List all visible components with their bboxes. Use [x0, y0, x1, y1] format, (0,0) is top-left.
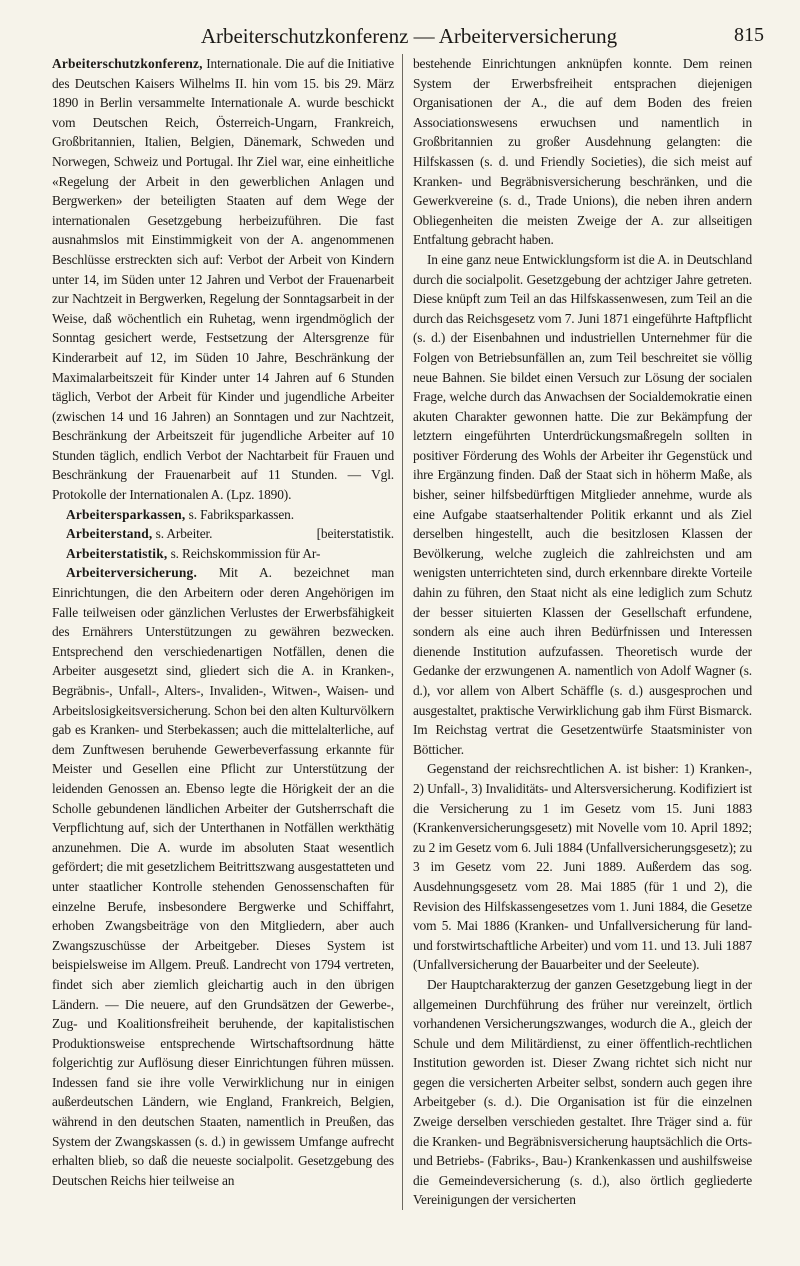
left-column [52, 54, 402, 1210]
entry-text: Mit A. bezeichnet man Einrichtungen, die den Arbeitern oder deren Angehörigen im Falle teilweisen oder gänzlichen Verlustes der Erwerbsfähigkeit des Ernährers Unterstützungen zu gewähren bezwecken. Entsprechend den verschiedenartigen Notfällen, denen die Arbeiter ausgesetzt sind, gliedert sich die A. in Kranken-, Begräbnis-, Unfall-, Alters-, Invaliden-, Witwen-, Waisen- und Arbeitslosigkeitsversicherung. Schon bei den alten Kulturvölkern gab es Kranken- und Sterbekassen; auch die mittelalterliche, auf dem Zunftwesen beruhende Gewerbeverfassung erkannte für Meister und Gesellen eine Pflicht zur Unterstützung der leidenden Genossen an. Ebenso legte die Hörigkeit der an die Scholle gebundenen ländlichen Arbeiter der Gutsherrschaft die Verpflichtung auf, sich der Unterthanen in Notfällen werkthätig anzunehmen. Die A. wurde im absoluten Staat wesentlich gefördert; die mit gesetzlichem Beitrittszwang ausgestatteten und unter staatlicher Kontrolle stehenden Genossenschaften für einzelne Berufe, insbesondere Bergwerke und Schiffahrt, erhoben Zwangsbeiträge von den Mitgliedern, aber auch Zwangszuschüsse der Arbeitgeber. Dieses System ist beispielsweise im Allgem. Preuß. Landrecht von 1794 vertreten, findet sich aber ziemlich gleichartig auch in den übrigen Ländern. — Die neuere, auf den Grundsätzen der Gewerbe-, Zug- und Koalitionsfreiheit beruhende, der kapitalistischen Produktionsweise entsprechende Wirtschaftsordnung hätte folgerichtig zur Auflösung dieser Einrichtungen führen müssen. Indessen fand sie ihre volle Verwirklichung nur in einigen außerdeutschen Ländern, wie England, Frankreich, Belgien, während in den deutschen Staaten, namentlich in Preußen, das System der Zwangskassen (s. d.) in gewissem Umfange aufrecht erhalten blieb, so daß die neueste socialpolit. Gesetzgebung des Deutschen Reichs hier teilweise an [52, 565, 394, 1188]
entry-arbeiterstatistik [52, 544, 394, 564]
entry-text: s. Fabriksparkassen. [185, 506, 294, 522]
entry-text: s. Arbeiter. [152, 526, 213, 542]
headword: Arbeiterstatistik, [66, 545, 168, 561]
paragraph: Der Hauptcharakterzug der ganzen Gesetzgebung liegt in der allgemeinen Durchführung des früher nur vereinzelt, örtlich vorhandenen Versicherungszwanges, wodurch die A., gleich der Schule und dem Militärdienst, zu einer öffentlich-rechtlichen Institution geworden ist. Dieser Zwang richtet sich nicht nur gegen die versicherten Arbeiter selbst, sondern auch gegen ihre Arbeitgeber (s. d.). Die Organisation ist für die einzelnen Zweige derselben verschieden gestaltet. Ihre Träger sind a. für die Kranken- und Begräbnisversicherung hauptsächlich die Orts- und Betriebs- (Fabriks-, Bau-) Krankenkassen und aushilfsweise die Gemeindeversicherung (s. d.), also örtlich gegliederte Vereinigungen der versicherten [413, 976, 752, 1208]
headword: Arbeiterschutzkonferenz, [52, 56, 203, 71]
running-head-title: Arbeiterschutzkonferenz — Arbeiterversicherung [200, 24, 618, 48]
entry-arbeiterversicherung [52, 563, 394, 1190]
entry-arbeiterschutzkonferenz [52, 54, 394, 505]
paragraph: bestehende Einrichtungen anknüpfen konnte. Dem reinen System der Erwerbsfreiheit entsprachen diejenigen Organisationen der A., die auf dem Boden des freien Associationswesens erwuchsen und namentlich in Großbritannien zu großer Ausdehnung gelangten: die Hilfskassen (s. d. und Friendly Societies), die sich meist auf Kranken- und Begräbnisversicherung beschränken, und die Gewerkvereine (s. d., Trade Unions), die neben ihren andern Obliegenheiten die meisten Zweige der A. zur allseitigen Entfaltung gebracht haben. [413, 56, 752, 248]
headword: Arbeitersparkassen, [66, 506, 186, 522]
page-number: 815 [734, 24, 764, 46]
carryover-fragment: [beiterstatistik. [316, 526, 394, 542]
entry-arbeitersparkassen [52, 505, 394, 525]
running-head [52, 18, 766, 54]
paragraph: In eine ganz neue Entwicklungsform ist die A. in Deutschland durch die socialpolit. Gesetzgebung der achtziger Jahre getreten. Diese knüpft zum Teil an das Hilfskassenwesen, zum Teil an die durch das Reichsgesetz vom 7. Juni 1871 eingeführte Haftpflicht (s. d.) der Eisenbahnen und industriellen Unternehmer für die Folgen von Betriebsunfällen an, zum Teil beschreitet sie völlig neue Bahnen. Sie bildet einen Versuch zur Lösung der socialen Frage, welche durch das Anwachsen der Socialdemokratie einen akuten Charakter gewonnen hatte. Die zur Bekämpfung der letztern eingeführten Unterdrückungsmaßregeln sollten in positiver Förderung des Wohls der Arbeiter ihr Gegenstück und ihre Ergänzung finden. Daß der Staat sich in höherm Maße, als bisher, seiner hilfsbedürftigen Mitglieder annehme, wurde als eine Aufgabe staatserhaltender Politik erkannt und als Ziel derselben hingestellt, auch die besitzlosen Klassen der Bevölkerung, welche zugleich die zahlreichsten und am wenigsten unterrichteten sind, durch erkennbare direkte Vorteile dahin zu führen, den Staat nicht als eine lediglich zum Schutz der besser situierten Klassen der Gesellschaft erfundene, sondern als eine auch ihren Bedürfnissen und Interessen dienende Institution aufzufassen. Theoretisch wurde der Gedanke der erzwungenen A. namentlich von Adolf Wagner (s. d.), vor allem von Albert Schäffle (s. d.) ausgesprochen und ausgestaltet, praktische Verwirklichung gab ihm Fürst Bismarck. Im Reichstag vertrat die Gesetzentwürfe Staatsminister von Bötticher. [413, 251, 752, 757]
entry-text: s. Reichskommission für Ar- [167, 545, 321, 561]
entry-text: Internationale. Die auf die Initiative des Deutschen Kaisers Wilhelms II. hin vom 15. bis 29. März 1890 in Berlin versammelte Internationale A. wurde beschickt vom Deutschen Reich, Österreich-Ungarn, Frankreich, Großbritannien, Italien, Belgien, Dänemark, Schweden und Norwegen, Schweiz und Portugal. Ihr Ziel war, eine einheitliche «Regelung der Arbeit in den gewerblichen Anlagen und Bergwerken» der beteiligten Staaten auf dem Wege der internationalen Gesetzgebung herbeizuführen. Die fast ausnahmslos mit Einstimmigkeit von der A. angenommenen Beschlüsse erstreckten sich auf: Verbot der Arbeit von Kindern unter 14, im Süden unter 12 Jahren und Verbot der Frauenarbeit zur Nachtzeit in Bergwerken, Regelung der Sonntagsarbeit in der Weise, daß wöchentlich ein Ruhetag, wenn irgendmöglich der Sonntag gesichert werde, Festsetzung der Altersgrenze für Kinderarbeit auf 12, im Süden 10 Jahre, Beschränkung der Maximalarbeitszeit für Kinder unter 14 Jahren auf 6 Stunden täglich, Verbot der Arbeit für Kinder und jugendliche Arbeiter (zwischen 14 und 16 Jahren) an Sonntagen und zur Nachtzeit, Beschränkung der Arbeitszeit für jugendliche Arbeiter auf 10 Stunden täglich, endlich Verbot der Nachtarbeit für Frauen und Beschränkung der Frauenarbeit auf 11 Stunden. — Vgl. Protokolle der Internationalen A. (Lpz. 1890). [52, 56, 394, 503]
paragraph: Gegenstand der reichsrechtlichen A. ist bisher: 1) Kranken-, 2) Unfall-, 3) Invaliditäts- und Altersversicherung. Kodifiziert ist die Versicherung zu 1 im Gesetz vom 15. Juni 1883 (Krankenversicherungsgesetz) mit Novelle vom 10. April 1892; zu 2 im Gesetz vom 6. Juli 1884 (Unfallversicherungsgesetz); zu 3 im Gesetz vom 22. Juni 1889. Außerdem das sog. Ausdehnungsgesetz vom 28. Mai 1885 (für 1 und 2), die Revision des Hilfskassengesetzes vom 1. Juni 1884, die Gesetze vom 5. Mai 1886 (Kranken- und Unfallversicherung für land- und forstwirtschaftliche Arbeiter) und vom 11. und 13. Juli 1887 (Unfallversicherung der Bauarbeiter und der Seeleute). [413, 761, 752, 973]
headword: Arbeiterversicherung. [66, 565, 197, 581]
headword: Arbeiterstand, [66, 526, 153, 542]
right-column [402, 54, 752, 1210]
entry-arbeiterstand [52, 524, 394, 544]
two-column-body [52, 54, 766, 1210]
